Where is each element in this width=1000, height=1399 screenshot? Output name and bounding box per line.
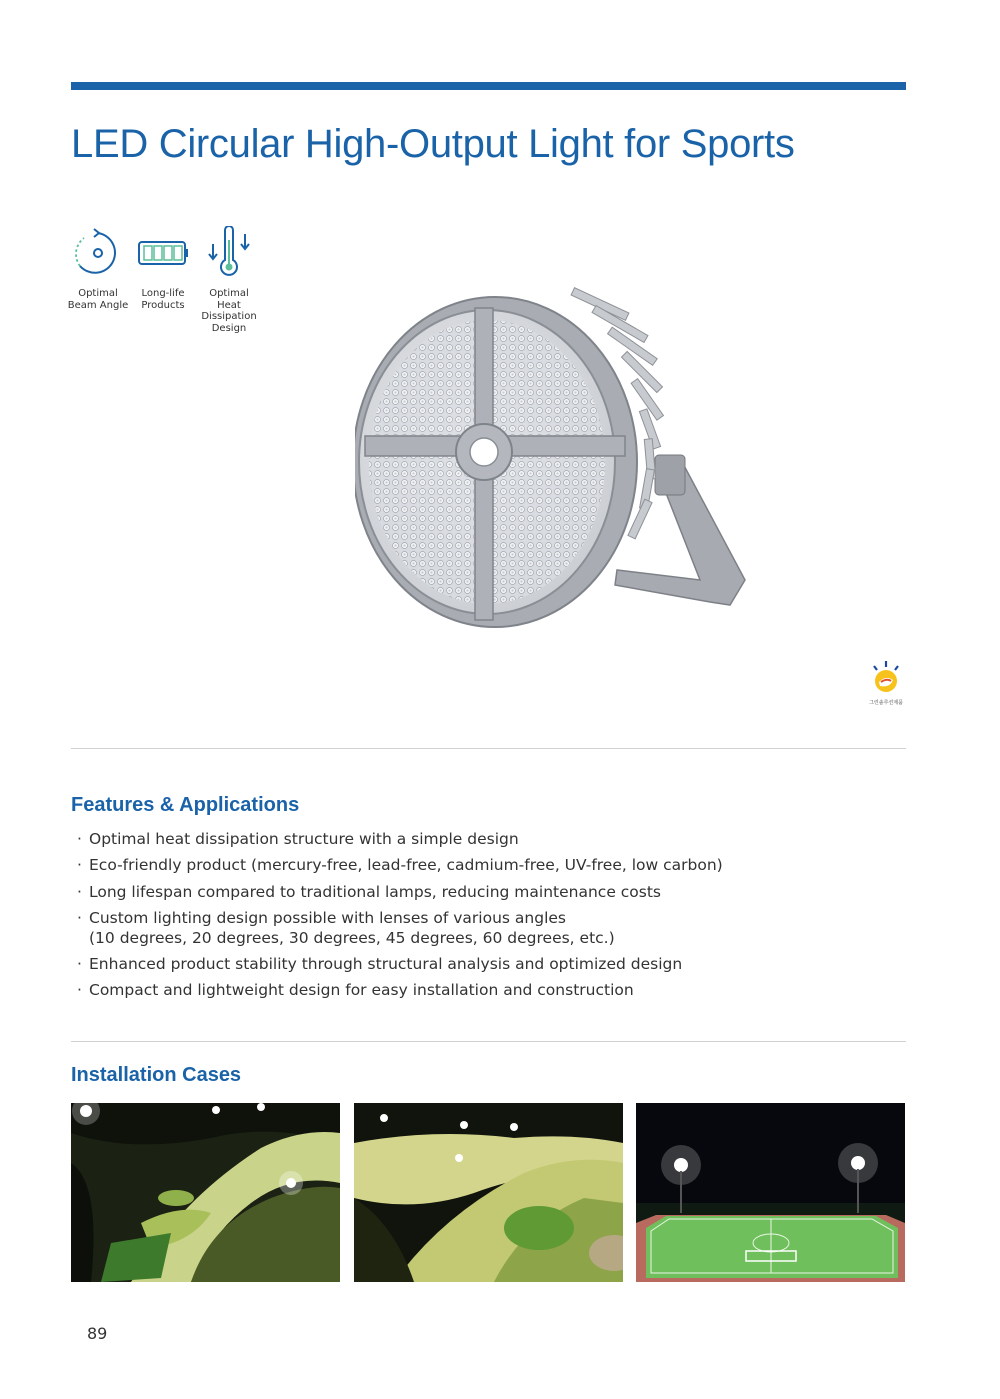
list-item: · Optimal heat dissipation structure with a simple design	[77, 829, 723, 849]
battery-icon	[135, 226, 191, 282]
feature-long-life: Long-life Products	[128, 226, 198, 311]
list-item: · Compact and lightweight design for easy installation and construction	[77, 980, 723, 1000]
features-list	[77, 829, 723, 1007]
divider	[71, 1041, 906, 1042]
eco-logo-icon	[866, 658, 906, 694]
list-item: · Custom lighting design possible with lenses of various angles (10 degrees, 20 degrees, 30 degrees, 45 degrees, 60 degrees, etc.)	[77, 908, 723, 948]
installation-photo-stadium	[636, 1103, 905, 1282]
features-heading: Features & Applications	[71, 794, 300, 816]
divider	[71, 748, 906, 749]
list-item: · Eco-friendly product (mercury-free, lead-free, cadmium-free, UV-free, low carbon)	[77, 855, 723, 875]
installation-heading: Installation Cases	[71, 1064, 242, 1086]
feature-heat-dissipation: Optimal Heat Dissipation Design	[194, 226, 264, 334]
eco-certification-mark: 그린솔루션제품	[862, 658, 910, 706]
thermometer-icon	[201, 226, 257, 282]
beam-angle-icon	[70, 226, 126, 282]
installation-photo-golf-2	[354, 1103, 623, 1282]
list-item-detail: (10 degrees, 20 degrees, 30 degrees, 45 degrees, 60 degrees, etc.)	[89, 928, 615, 947]
product-image	[355, 280, 755, 630]
page-number: 89	[87, 1324, 108, 1343]
header-rule	[71, 82, 906, 90]
list-item: · Enhanced product stability through structural analysis and optimized design	[77, 954, 723, 974]
list-item: · Long lifespan compared to traditional lamps, reducing maintenance costs	[77, 882, 723, 902]
feature-beam-angle: Optimal Beam Angle	[63, 226, 133, 311]
installation-photo-golf-1	[71, 1103, 340, 1282]
page-title: LED Circular High-Output Light for Sports	[71, 122, 795, 166]
